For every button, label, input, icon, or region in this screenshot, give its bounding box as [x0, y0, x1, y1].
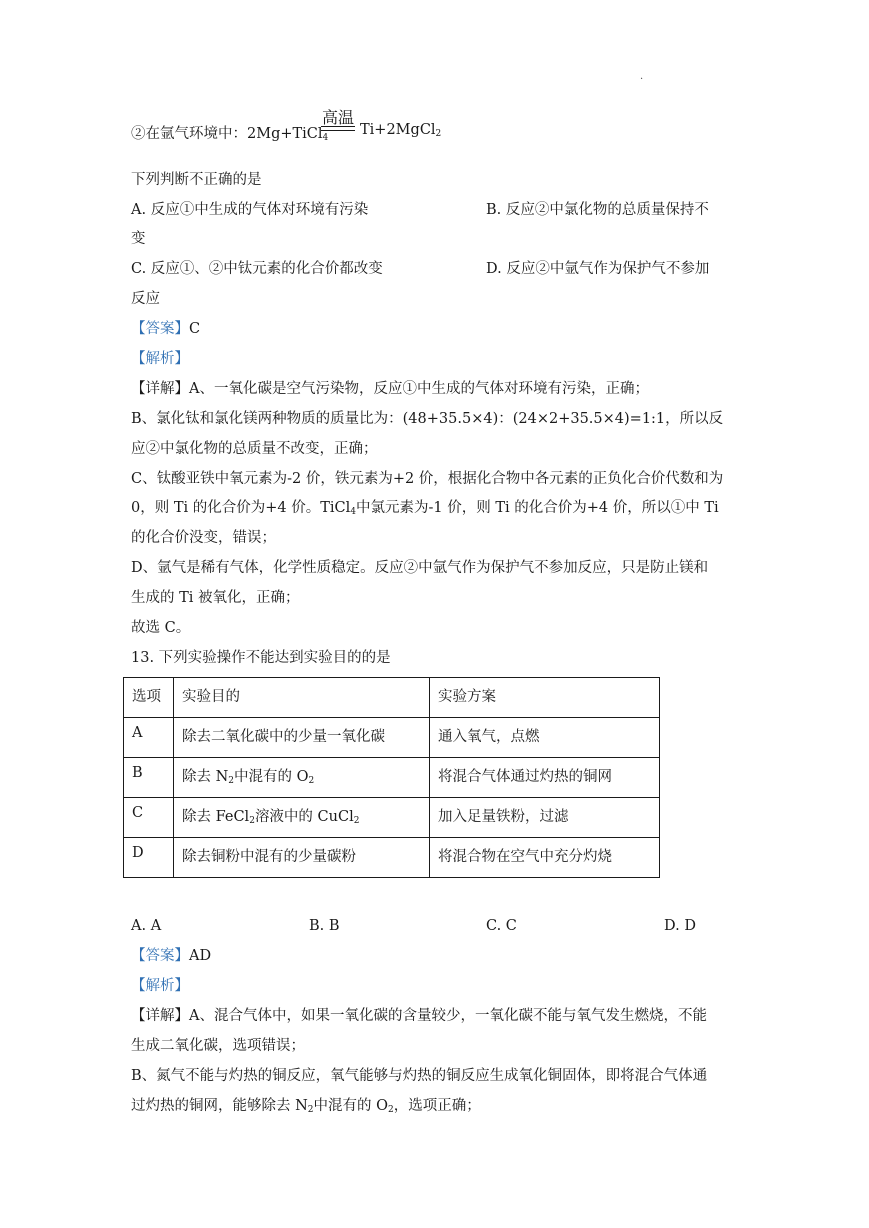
detail-line: 生成的 Ti 被氧化，正确； [131, 590, 300, 606]
table-row [124, 838, 660, 878]
option-a: A. 反应①中生成的气体对环境有污染 [131, 202, 369, 218]
table-cell: 通入氧气，点燃 [430, 718, 660, 758]
reaction-condition: 高温 [322, 108, 355, 127]
detail-line: 生成二氧化碳，选项错误； [131, 1038, 305, 1054]
table-cell: A [124, 718, 174, 758]
question-13-stem: 13. 下列实验操作不能达到实验目的的是 [131, 650, 391, 666]
option-b: B. 反应②中氯化物的总质量保持不 [486, 202, 709, 218]
table-row [124, 798, 660, 838]
detail-line: 0，则 Ti 的化合价为+4 价。TiCl$_4$中氯元素为-1 价，则 Ti 的化合价为+4 价，所以①中 Ti [131, 500, 719, 517]
table-header: 实验方案 [430, 678, 660, 718]
detail-line: B、氯化钛和氯化镁两种物质的质量比为：(48+35.5×4)：(24×2+35.5×4)=1:1，所以反 [131, 411, 724, 427]
option-c: C. 反应①、②中钛元素的化合价都改变 [131, 261, 383, 277]
table-cell: 除去 $N_2$中混有的 $O_2$ [174, 758, 430, 798]
choice-c: C. C [486, 918, 517, 934]
table-cell: 将混合物在空气中充分灼烧 [430, 838, 660, 878]
detail-line: C、钛酸亚铁中氧元素为-2 价，铁元素为+2 价，根据化合物中各元素的正负化合价代数和为 [131, 471, 724, 487]
table-cell: C [124, 798, 174, 838]
table-cell: 将混合气体通过灼热的铜网 [430, 758, 660, 798]
table-cell: B [124, 758, 174, 798]
table-header: 实验目的 [174, 678, 430, 718]
table-cell: 除去二氧化碳中的少量一氧化碳 [174, 718, 430, 758]
detail-line: 【详解】A、混合气体中，如果一氧化碳的含量较少，一氧化碳不能与氧气发生燃烧，不能 [131, 1008, 707, 1024]
detail-line: D、氩气是稀有气体，化学性质稳定。反应②中氩气作为保护气不参加反应，只是防止镁和 [131, 560, 709, 576]
analysis-tag: 【解析】 [131, 978, 189, 994]
option-d: D. 反应②中氩气作为保护气不参加 [486, 261, 710, 277]
experiment-table [123, 677, 660, 878]
analysis-tag: 【解析】 [131, 351, 189, 367]
table-cell: 除去 FeCl$_2$溶液中的 CuCl$_2$ [174, 798, 430, 838]
conclusion: 故选 C。 [131, 620, 191, 636]
choice-a: A. A [131, 918, 162, 934]
table-header: 选项 [124, 678, 174, 718]
detail-line: 应②中氯化物的总质量不改变，正确； [131, 441, 378, 457]
choice-b: B. B [309, 918, 340, 934]
detail-line: 的化合价没变，错误； [131, 530, 276, 546]
detail-line: B、氮气不能与灼热的铜反应，氧气能够与灼热的铜反应生成氧化铜固体，即将混合气体通 [131, 1068, 708, 1084]
detail-line: 过灼热的铜网，能够除去 $N_2$中混有的 $O_2$，选项正确； [131, 1098, 481, 1115]
answer: 【答案】AD [131, 948, 212, 964]
table-cell: 除去铜粉中混有的少量碳粉 [174, 838, 430, 878]
table-header-row [124, 678, 660, 718]
header-dot: · [640, 74, 644, 85]
choice-d: D. D [664, 918, 696, 934]
equals-sign [321, 126, 355, 131]
table-row [124, 718, 660, 758]
table-cell: D [124, 838, 174, 878]
table-row [124, 758, 660, 798]
table-cell: 加入足量铁粉，过滤 [430, 798, 660, 838]
option-d-cont: 反应 [131, 291, 160, 307]
option-b-cont: 变 [131, 231, 146, 247]
detail-line: 【详解】A、一氧化碳是空气污染物，反应①中生成的气体对环境有污染，正确； [131, 381, 649, 397]
answer: 【答案】C [131, 321, 201, 337]
question-stem: 下列判断不正确的是 [131, 172, 262, 188]
